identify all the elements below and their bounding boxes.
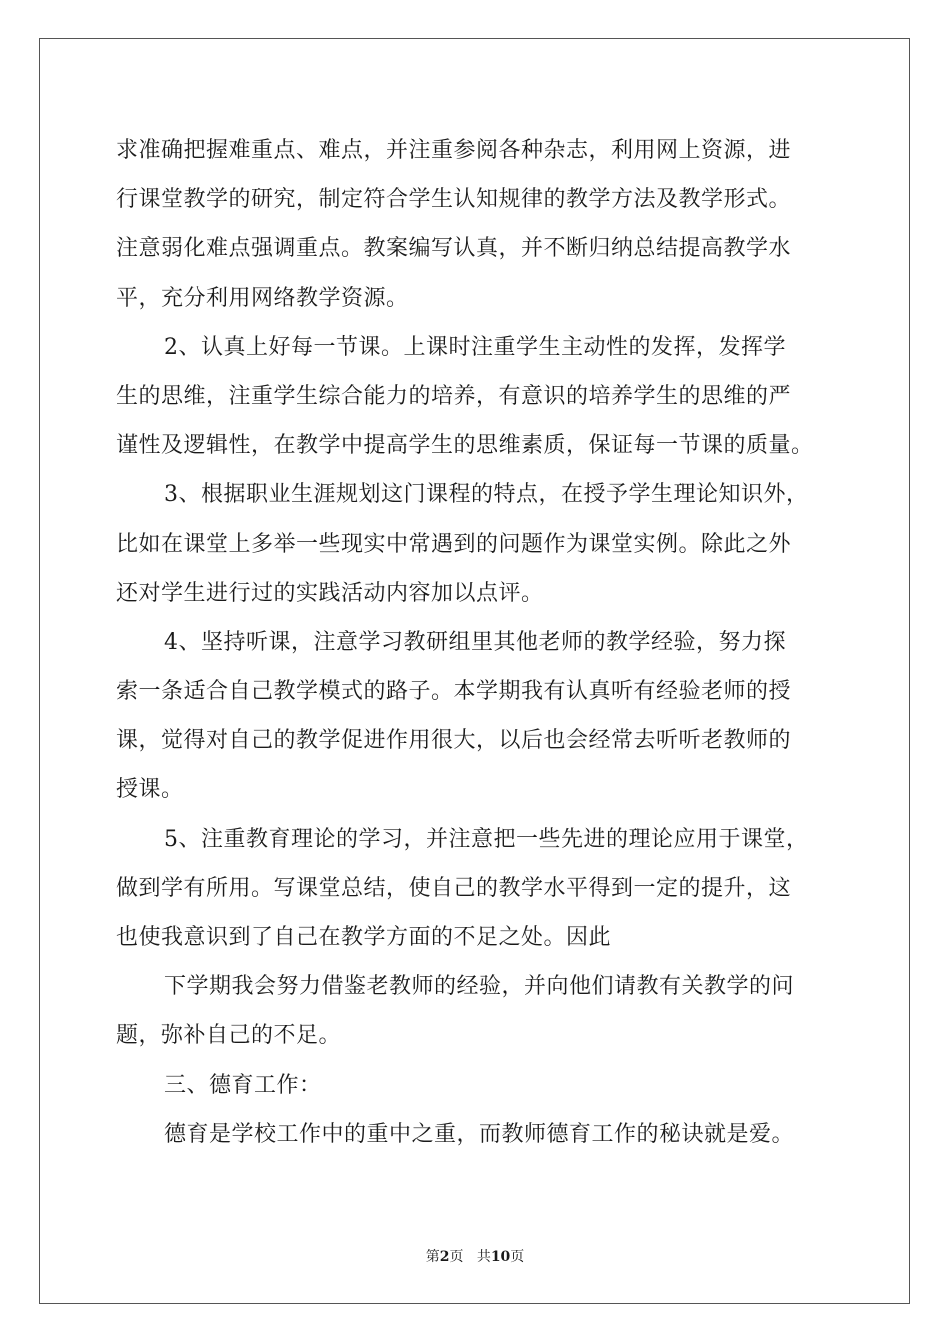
text-line: 比如在课堂上多举一些现实中常遇到的问题作为课堂实例。除此之外 — [116, 531, 792, 557]
text-line: 也使我意识到了自己在教学方面的不足之处。因此 — [116, 925, 612, 950]
total-suffix: 页 — [510, 1249, 525, 1265]
text-line: 还对学生进行过的实践活动内容加以点评。 — [116, 580, 544, 606]
paragraph-start: 4、坚持听课，注意学习教研组里其他老师的教学经验，努力探 — [164, 629, 786, 655]
page-number: 2 — [439, 1249, 450, 1265]
text-line: 行课堂教学的研究，制定符合学生认知规律的教学方法及教学形式。 — [116, 187, 792, 213]
text-line: 谨性及逻辑性，在教学中提高学生的思维素质，保证每一节课的质量。 — [116, 433, 814, 459]
document-body — [116, 126, 840, 1159]
text-line: 做到学有所用。写课堂总结，使自己的教学水平得到一定的提升，这 — [116, 875, 792, 901]
paragraph-start: 下学期我会努力借鉴老教师的经验，并向他们请教有关教学的问 — [164, 974, 795, 1000]
text-line: 课，觉得对自己的教学促进作用很大，以后也会经常去听听老教师的 — [116, 728, 792, 754]
text-line: 求准确把握难重点、难点，并注重参阅各种杂志，利用网上资源，进 — [116, 138, 792, 163]
page-suffix: 页 — [449, 1249, 464, 1265]
section-heading: 三、德育工作： — [164, 1072, 322, 1098]
paragraph-start: 德育是学校工作中的重中之重，而教师德育工作的秘诀就是爱。 — [164, 1121, 795, 1147]
paragraph-start: 2、认真上好每一节课。上课时注重学生主动性的发挥，发挥学 — [164, 334, 786, 360]
page-prefix: 第 — [425, 1249, 440, 1265]
text-line: 授课。 — [116, 777, 184, 803]
text-line: 平，充分利用网络教学资源。 — [116, 285, 409, 311]
text-line: 题，弥补自己的不足。 — [116, 1023, 342, 1049]
total-prefix: 共 — [476, 1249, 491, 1265]
paragraph-start: 5、注重教育理论的学习，并注意把一些先进的理论应用于课堂， — [164, 826, 809, 852]
total-pages: 10 — [490, 1249, 511, 1265]
page-footer — [0, 1247, 950, 1267]
text-line: 生的思维，注重学生综合能力的培养，有意识的培养学生的思维的严 — [116, 383, 792, 409]
text-line: 索一条适合自己教学模式的路子。本学期我有认真听有经验老师的授 — [116, 679, 792, 705]
paragraph-start: 3、根据职业生涯规划这门课程的特点，在授予学生理论知识外， — [164, 482, 809, 508]
text-line: 注意弱化难点强调重点。教案编写认真，并不断归纳总结提高教学水 — [116, 236, 792, 262]
